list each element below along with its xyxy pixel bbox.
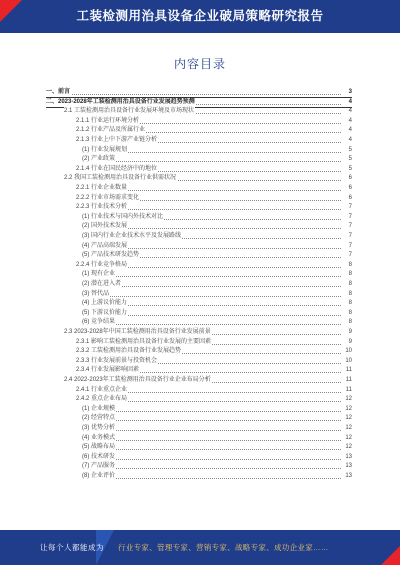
toc-entry-page: 9 [348, 338, 352, 345]
toc-entry-page: 13 [345, 453, 352, 460]
toc-entry-title: (3) 优势分析 [82, 425, 116, 431]
toc-entry-page: 6 [348, 175, 352, 182]
toc-entry-page: 13 [345, 463, 352, 470]
toc-entry-title: 二、2023-2028年工装检测用治具设备行业发展趋势预测 [46, 98, 195, 105]
toc-entry[interactable] [82, 472, 352, 481]
toc-entry-title: 2.3.4 行业发展影响因素 [76, 367, 140, 374]
toc-leader-dots [82, 449, 341, 450]
toc-leader-dots [46, 94, 341, 95]
footer-corner-triangle [381, 546, 400, 565]
toc-entry-page: 12 [345, 396, 352, 403]
toc-entry-page: 7 [348, 213, 352, 220]
toc-entry[interactable] [82, 443, 352, 452]
toc-entry-title: 2.2 我国工装检测用治具设备行业供需状况 [64, 175, 177, 182]
toc-leader-dots [82, 468, 341, 469]
toc-leader-dots [82, 296, 341, 297]
toc-entry-title: 2.4.1 行业重点企业 [76, 386, 128, 393]
toc-entry-page: 4 [348, 108, 352, 115]
toc-entry-title: (4) 业务模式 [82, 434, 116, 441]
toc-entry[interactable] [82, 290, 352, 299]
toc-entry-page: 12 [345, 444, 352, 451]
toc-entry[interactable] [82, 414, 352, 423]
toc-entry-title: (6) 技术研发 [82, 453, 116, 460]
toc-entry[interactable] [76, 194, 352, 203]
toc-entry-title: 2.1.2 行业产品及所属行业 [76, 127, 146, 134]
toc-leader-dots [82, 440, 341, 441]
toc-entry-page: 8 [348, 300, 352, 307]
toc-leader-dots [82, 459, 341, 460]
toc-entry-title: (3) 国内行业企业技术水平及发展路线 [82, 233, 182, 239]
toc-entry[interactable] [82, 453, 352, 462]
toc-entry[interactable] [82, 424, 352, 433]
report-title: 工装检测用治具设备企业破局策略研究报告 [76, 9, 324, 23]
toc-entry-page: 10 [345, 348, 352, 355]
toc-entry-title: 2.1.4 行业在国民经济中的地位 [76, 165, 158, 172]
toc-entry[interactable] [76, 184, 352, 193]
toc-entry-title: (1) 行业技术与国内外技术对比 [82, 213, 164, 220]
toc-entry-title: 2.3.2 工装检测用治具设备行业发展趋势 [76, 348, 182, 355]
toc-entry-title: 2.4.2 重点企业布局 [76, 396, 128, 403]
toc-entry-page: 7 [348, 242, 352, 249]
toc-heading: 内容目录 [173, 57, 226, 71]
toc-entry-title: 2.3.3 行业发展前景与投资机会 [76, 357, 158, 364]
toc-entry-title: (4) 产品高端发展 [82, 242, 128, 249]
toc-entry[interactable] [82, 309, 352, 318]
toc-entry-page: 11 [345, 367, 352, 374]
toc-leader-dots [82, 420, 341, 421]
toc-entry-page: 12 [345, 405, 352, 412]
toc-entry-page: 3 [348, 89, 352, 95]
toc-entry-title: 2.2.4 行业竞争格局 [76, 261, 128, 268]
toc-entry[interactable] [82, 213, 352, 222]
toc-entry[interactable] [76, 347, 352, 356]
toc-entry[interactable] [76, 165, 352, 174]
toc-entry[interactable] [82, 270, 352, 279]
toc-entry-title: 2.2.3 行业技术分析 [76, 204, 128, 211]
toc-entry-page: 13 [345, 473, 352, 479]
toc-entry[interactable] [76, 126, 352, 135]
toc-entry[interactable] [64, 328, 352, 337]
toc-entry-title: 2.3.1 影响工装检测用治具设备行业发展的主要因素 [76, 338, 212, 345]
toc-entry[interactable] [76, 117, 352, 126]
toc-entry-page: 4 [348, 127, 352, 134]
toc-entry-title: 一、前言 [46, 89, 71, 95]
toc-entry-page: 11 [345, 377, 352, 383]
toc-entry-title: 2.1.3 行业上中下游产业链分析 [76, 137, 158, 143]
toc-entry-page: 12 [345, 415, 352, 422]
toc-entry[interactable] [82, 462, 352, 471]
toc-entry-page: 8 [348, 281, 352, 287]
toc-entry[interactable] [82, 405, 352, 414]
toc-entry[interactable] [76, 203, 352, 212]
toc-entry[interactable] [46, 98, 352, 107]
toc-entry[interactable] [64, 174, 352, 183]
toc-entry[interactable] [82, 251, 352, 260]
toc-entry[interactable] [82, 434, 352, 443]
toc-entry-title: 2.1.1 行业运行环境分析 [76, 117, 140, 124]
toc-entry-page: 5 [348, 146, 352, 153]
toc-entry-page: 7 [348, 223, 352, 230]
footer-slogan: 让每个人都能成为 [40, 543, 104, 552]
toc-entry-title: (5) 产品技术研发趋势 [82, 252, 140, 259]
toc-entry[interactable] [46, 88, 352, 97]
toc-entry-title: (8) 企业评价 [82, 473, 116, 479]
toc-entry-page: 5 [348, 156, 352, 163]
toc-entry-page: 7 [348, 204, 352, 211]
footer-tagline: 行业专家、管理专家、营销专家、战略专家、成功企业家…… [118, 543, 329, 552]
toc-entry-page: 8 [348, 309, 352, 316]
toc-entry-title: (1) 企业规模 [82, 405, 116, 412]
toc-entry-title: 2.3 2023-2028年中国工装检测用治具设备行业发展前景 [64, 329, 211, 335]
toc-entry-page: 4 [348, 137, 352, 143]
toc-entry-title: (2) 产业政策 [82, 156, 116, 163]
toc-entry-title: (1) 现有企业 [82, 271, 116, 278]
toc-entry[interactable] [64, 376, 352, 385]
toc-entry[interactable] [82, 155, 352, 164]
toc-entry-page: 10 [345, 357, 352, 364]
toc-leader-dots [82, 324, 341, 325]
toc-entry-title: 2.2.1 行业企业数量 [76, 185, 128, 191]
toc-entry[interactable] [76, 338, 352, 347]
toc-entry[interactable] [76, 366, 352, 375]
toc-entry-page: 4 [348, 98, 352, 105]
toc-entry[interactable] [76, 357, 352, 366]
toc-entry-title: 2.2.2 行业市场需求变化 [76, 194, 140, 201]
toc-entry[interactable] [76, 386, 352, 395]
toc-entry-title: (2) 国外技术发展 [82, 223, 128, 230]
toc-entry[interactable] [76, 395, 352, 404]
toc-leader-dots [82, 411, 341, 412]
toc-entry-page: 9 [348, 329, 352, 335]
toc-entry-page: 7 [348, 233, 352, 239]
toc-entry-title: (6) 竞争结果 [82, 319, 116, 326]
toc-entry-page: 8 [348, 261, 352, 268]
toc-entry-page: 4 [348, 117, 352, 124]
toc-entry-title: (2) 潜在进入者 [82, 281, 122, 287]
toc-leader-dots [82, 161, 341, 162]
toc-entry-page: 7 [348, 252, 352, 259]
toc-entry-title: 2.1 工装检测用治具设备行业发展环境及市场现状 [64, 108, 195, 115]
toc-entry-page: 5 [348, 165, 352, 172]
toc-entry[interactable] [82, 232, 352, 241]
toc-entry[interactable] [76, 261, 352, 270]
toc-entry-title: (3) 替代品 [82, 290, 110, 297]
toc-entry-title: (7) 产品服务 [82, 463, 116, 470]
toc-entry-page: 6 [348, 185, 352, 191]
toc-entry-page: 12 [345, 434, 352, 441]
toc-entry[interactable] [82, 299, 352, 308]
toc-entry-page: 6 [348, 194, 352, 201]
toc-leader-dots [82, 478, 341, 479]
toc-entry-page: 8 [348, 271, 352, 278]
toc-entry-title: (5) 战略布局 [82, 444, 116, 451]
toc-entry-title: (5) 下游议价能力 [82, 309, 128, 316]
toc-leader-dots [82, 430, 341, 431]
toc-entry[interactable] [82, 318, 352, 327]
toc-entry[interactable] [64, 107, 352, 116]
toc-entry-title: 2.4 2022-2023年工装检测用治具设备行业企业布局分析 [64, 377, 211, 383]
toc-entry[interactable] [82, 280, 352, 289]
toc-entry-title: (2) 经营特点 [82, 415, 116, 422]
toc-entry-page: 11 [345, 386, 352, 393]
toc-leader-dots [82, 276, 341, 277]
toc-entry[interactable] [76, 136, 352, 145]
toc-entry-page: 12 [345, 425, 352, 431]
toc-entry-page: 8 [348, 319, 352, 326]
toc-entry-title: (1) 行业发展规划 [82, 146, 128, 153]
toc-entry[interactable] [82, 146, 352, 155]
toc-entry[interactable] [82, 242, 352, 251]
toc-entry-page: 8 [348, 290, 352, 297]
toc-entry-title: (4) 上游议价能力 [82, 300, 128, 307]
toc-entry[interactable] [82, 222, 352, 231]
